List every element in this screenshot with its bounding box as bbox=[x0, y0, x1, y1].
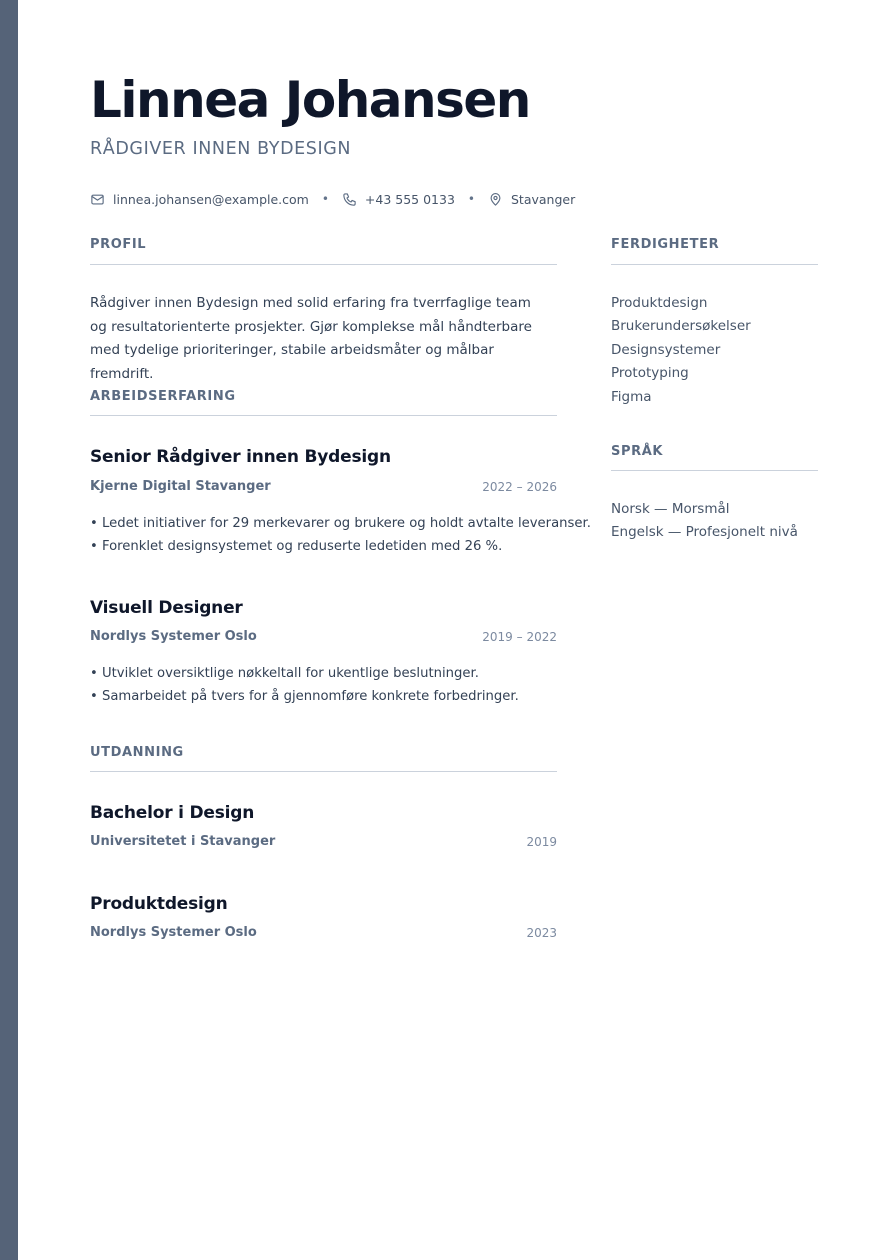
accent-sidebar-bar bbox=[0, 0, 18, 1260]
profile-text: Rådgiver innen Bydesign med solid erfaring fra tverrfaglige team og resultatorienterte prosjekter. Gjør komplekse mål håndterbare med tydelige prioriteringer, stabile arbeidsmåter og målbar fremdrift. bbox=[90, 295, 532, 382]
job-bullet: • Forenklet designsystemet og reduserte ledetiden med 26 %. bbox=[90, 539, 503, 554]
job-company: Kjerne Digital Stavanger bbox=[90, 479, 271, 494]
contact-separator: • bbox=[321, 192, 329, 206]
candidate-headline: RÅDGIVER INNEN BYDESIGN bbox=[90, 139, 352, 159]
contact-email-text: linnea.johansen@example.com bbox=[113, 191, 309, 207]
skill-item: Produktdesign bbox=[611, 295, 708, 311]
contact-email[interactable] bbox=[90, 192, 309, 207]
education-institution: Universitetet i Stavanger bbox=[90, 834, 276, 849]
skill-item: Brukerundersøkelser bbox=[611, 318, 751, 335]
job-bullets bbox=[90, 662, 565, 708]
languages-list bbox=[611, 498, 798, 545]
skill-item: Prototyping bbox=[611, 365, 689, 382]
contact-line bbox=[90, 189, 575, 209]
phone-icon bbox=[342, 192, 357, 207]
section-title-experience: ARBEIDSERFARING bbox=[90, 389, 236, 404]
education-title: Produktdesign bbox=[90, 894, 228, 914]
job-bullet: • Samarbeidet på tvers for å gjennomføre konkrete forbedringer. bbox=[90, 689, 519, 704]
mail-icon bbox=[90, 192, 105, 207]
education-institution: Nordlys Systemer Oslo bbox=[90, 925, 257, 940]
job-dates: 2019 – 2022 bbox=[482, 630, 557, 644]
section-title-skills: FERDIGHETER bbox=[611, 237, 720, 252]
map-pin-icon bbox=[488, 192, 503, 207]
section-title-profile: PROFIL bbox=[90, 237, 147, 252]
language-item: Norsk — Morsmål bbox=[611, 501, 730, 517]
education-year: 2023 bbox=[526, 926, 557, 940]
job-bullets bbox=[90, 512, 591, 558]
section-divider bbox=[611, 264, 818, 265]
section-divider bbox=[90, 771, 557, 772]
job-title: Senior Rådgiver innen Bydesign bbox=[90, 447, 391, 467]
section-divider bbox=[90, 264, 557, 265]
job-company: Nordlys Systemer Oslo bbox=[90, 629, 257, 644]
job-title: Visuell Designer bbox=[90, 598, 243, 618]
skill-item: Designsystemer bbox=[611, 341, 721, 358]
section-divider bbox=[611, 470, 818, 471]
contact-phone[interactable] bbox=[342, 192, 455, 207]
job-bullet: • Utviklet oversiktlige nøkkeltall for ukentlige beslutninger. bbox=[90, 666, 479, 681]
skills-list bbox=[611, 292, 751, 409]
job-bullet: • Ledet initiativer for 29 merkevarer og brukere og holdt avtalte leveranser. bbox=[90, 516, 591, 531]
section-title-languages: SPRÅK bbox=[611, 444, 664, 459]
section-title-education: UTDANNING bbox=[90, 745, 184, 760]
language-item: Engelsk — Profesjonelt nivå bbox=[611, 524, 798, 541]
contact-location-text: Stavanger bbox=[511, 191, 576, 207]
section-divider bbox=[90, 415, 557, 416]
education-year: 2019 bbox=[526, 835, 557, 849]
skill-item: Figma bbox=[611, 388, 652, 405]
job-dates: 2022 – 2026 bbox=[482, 480, 557, 494]
contact-separator: • bbox=[467, 192, 475, 206]
contact-phone-text: +43 555 0133 bbox=[364, 191, 455, 207]
education-title: Bachelor i Design bbox=[90, 803, 255, 823]
candidate-name: Linnea Johansen bbox=[90, 71, 530, 129]
contact-location bbox=[488, 192, 575, 207]
